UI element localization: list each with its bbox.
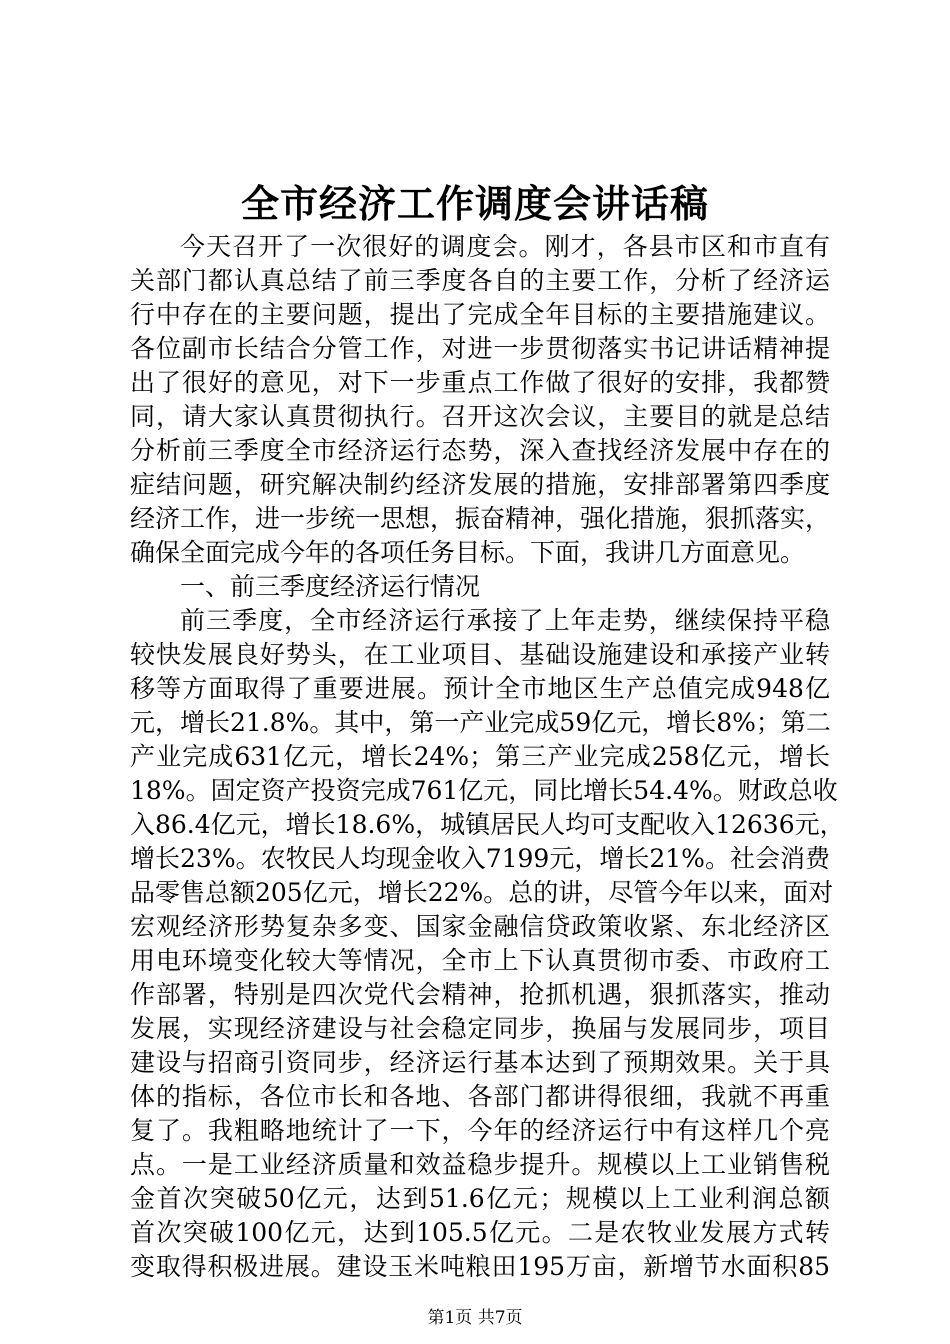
body-line: 确保全面完成今年的各项任务目标。下面，我讲几方面意见。 [130,538,806,567]
body-line: 今天召开了一次很好的调度会。刚才，各县市区和市直有 [180,232,830,261]
body-line: 体的指标，各位市长和各地、各部门都讲得很细，我就不再重 [130,1082,830,1111]
section-heading: 一、前三季度经济运行情况 [180,572,481,601]
body-line: 经济工作，进一步统一思想，振奋精神，强化措施，狠抓落实， [130,504,831,533]
body-line: 同，请大家认真贯彻执行。召开这次会议，主要目的就是总结 [130,402,830,431]
body-line: 关部门都认真总结了前三季度各自的主要工作，分析了经济运 [130,266,830,295]
body-line: 复了。我粗略地统计了一下，今年的经济运行中有这样几个亮 [130,1116,830,1145]
body-line: 入86.4亿元，增长18.6%，城镇居民人均可支配收入12636元， [130,810,845,839]
body-line: 作部署，特别是四次党代会精神，抢抓机遇，狠抓落实，推动 [130,980,830,1009]
body-line: 各位副市长结合分管工作，对进一步贯彻落实书记讲话精神提 [130,334,830,363]
body-line: 品零售总额205亿元，增长22%。总的讲，尽管今年以来，面对 [130,878,834,907]
body-line: 出了很好的意见，对下一步重点工作做了很好的安排，我都赞 [130,368,830,397]
body-line: 症结问题，研究解决制约经济发展的措施，安排部署第四季度 [130,470,830,499]
page-number: 第1页 共7页 [427,1308,523,1328]
body-line: 较快发展良好势头，在工业项目、基础设施建设和承接产业转 [130,640,830,669]
body-line: 18%。固定资产投资完成761亿元，同比增长54.4%。财政总收 [130,776,838,805]
body-line: 移等方面取得了重要进展。预计全市地区生产总值完成948亿 [130,674,830,703]
body-line: 发展，实现经济建设与社会稳定同步，换届与发展同步，项目 [130,1014,830,1043]
body-line: 分析前三季度全市经济运行态势，深入查找经济发展中存在的 [130,436,830,465]
body-line: 用电环境变化较大等情况，全市上下认真贯彻市委、市政府工 [130,946,830,975]
body-line: 金首次突破50亿元，达到51.6亿元；规模以上工业利润总额 [130,1184,830,1213]
body-line: 前三季度，全市经济运行承接了上年走势，继续保持平稳 [180,606,830,635]
body-line: 行中存在的主要问题，提出了完成全年目标的主要措施建议。 [130,300,830,329]
body-line: 变取得积极进展。建设玉米吨粮田195万亩，新增节水面积85 [130,1252,830,1281]
body-line: 元，增长21.8%。其中，第一产业完成59亿元，增长8%；第二 [130,708,831,737]
body-line: 宏观经济形势复杂多变、国家金融信贷政策收紧、东北经济区 [130,912,830,941]
body-line: 产业完成631亿元，增长24%；第三产业完成258亿元，增长 [130,742,830,771]
body-line: 增长23%。农牧民人均现金收入7199元，增长21%。社会消费 [130,844,830,873]
body-line: 点。一是工业经济质量和效益稳步提升。规模以上工业销售税 [130,1150,830,1179]
body-line: 建设与招商引资同步，经济运行基本达到了预期效果。关于具 [130,1048,830,1077]
document-title: 全市经济工作调度会讲话稿 [240,182,709,226]
body-line: 首次突破100亿元，达到105.5亿元。二是农牧业发展方式转 [130,1218,830,1247]
